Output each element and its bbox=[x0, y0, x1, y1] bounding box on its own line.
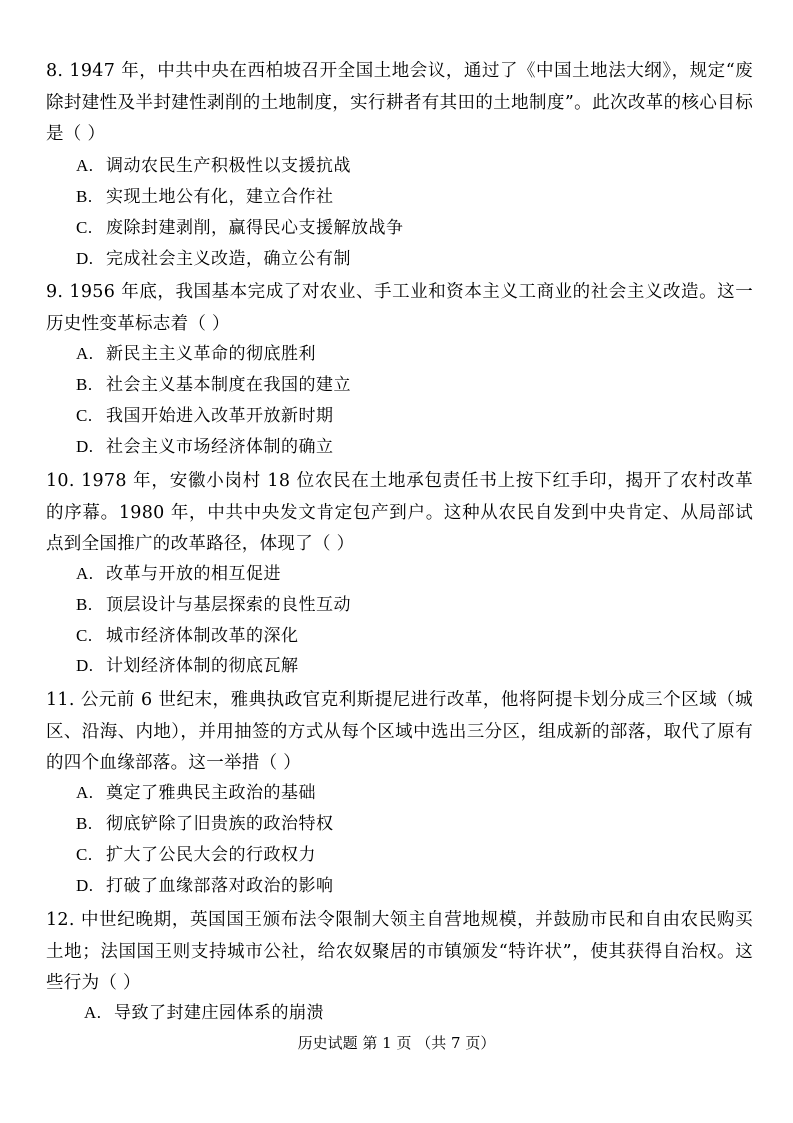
question-12-stem: 12. 中世纪晚期，英国国王颁布法令限制大领主自营地规模，并鼓励市民和自由农民购买土地；法国国王则支持城市公社，给农奴聚居的市镇颁发“特许状”，使其获得自治权。这些行为（ ） bbox=[46, 910, 753, 993]
option-text: 调动农民生产积极性以支援抗战 bbox=[106, 156, 351, 176]
question-11-stem: 11. 公元前 6 世纪末，雅典执政官克利斯提尼进行改革，他将阿提卡划分成三个区域（城区、沿海、内地），并用抽签的方式从每个区域中选出三分区，组成新的部落，取代了原有的四个血缘部落。这一举措（ ） bbox=[46, 690, 753, 773]
option-text: 废除封建剥削，赢得民心支援解放战争 bbox=[106, 218, 404, 238]
option-text: 改革与开放的相互促进 bbox=[106, 564, 281, 584]
question-10-stem: 10. 1978 年，安徽小岗村 18 位农民在土地承包责任书上按下红手印，揭开了农村改革的序幕。1980 年，中共中央发文肯定包产到户。这种从农民自发到中央肯定、从局部试点到全国推广的改革路径，体现了（ ） bbox=[46, 471, 753, 554]
option-letter: D. bbox=[76, 437, 94, 456]
option-text: 奠定了雅典民主政治的基础 bbox=[106, 783, 316, 803]
question-11-option-a bbox=[76, 782, 316, 804]
option-letter: B. bbox=[76, 187, 93, 206]
option-letter: A. bbox=[76, 344, 94, 363]
question-8-option-a bbox=[76, 155, 351, 177]
option-letter: C. bbox=[76, 626, 93, 645]
option-letter: D. bbox=[76, 249, 94, 268]
option-letter: A. bbox=[76, 564, 94, 583]
question-10-option-d bbox=[76, 655, 299, 677]
question-11-option-b bbox=[76, 813, 334, 835]
option-letter: C. bbox=[76, 218, 93, 237]
option-text: 顶层设计与基层探索的良性互动 bbox=[106, 595, 351, 615]
question-8-stem: 8. 1947 年，中共中央在西柏坡召开全国土地会议，通过了《中国土地法大纲》，规定“废除封建性及半封建性剥削的土地制度，实行耕者有其田的土地制度”。此次改革的核心目标是（ ） bbox=[46, 61, 753, 144]
question-9-option-b bbox=[76, 374, 351, 396]
question-11-option-d bbox=[76, 875, 334, 897]
option-letter: A. bbox=[76, 783, 94, 802]
question-8-option-c bbox=[76, 217, 404, 239]
option-text: 实现土地公有化，建立合作社 bbox=[106, 187, 334, 207]
option-text: 社会主义基本制度在我国的建立 bbox=[106, 375, 351, 395]
option-text: 社会主义市场经济体制的确立 bbox=[106, 437, 334, 457]
question-9-option-c bbox=[76, 405, 334, 427]
option-letter: B. bbox=[76, 595, 93, 614]
question-10-option-a bbox=[76, 563, 281, 585]
option-letter: A. bbox=[84, 1003, 102, 1022]
question-9-stem: 9. 1956 年底，我国基本完成了对农业、手工业和资本主义工商业的社会主义改造。这一历史性变革标志着（ ） bbox=[46, 282, 753, 334]
option-letter: D. bbox=[76, 876, 94, 895]
option-text: 打破了血缘部落对政治的影响 bbox=[106, 876, 334, 896]
question-9-option-d bbox=[76, 436, 334, 458]
option-text: 扩大了公民大会的行政权力 bbox=[106, 845, 316, 865]
option-text: 完成社会主义改造，确立公有制 bbox=[106, 249, 351, 269]
option-text: 彻底铲除了旧贵族的政治特权 bbox=[106, 814, 334, 834]
option-letter: A. bbox=[76, 156, 94, 175]
option-letter: B. bbox=[76, 814, 93, 833]
option-text: 导致了封建庄园体系的崩溃 bbox=[114, 1003, 324, 1023]
question-9-option-a bbox=[76, 343, 316, 365]
page-footer: 历史试题 第 1 页 （共 7 页） bbox=[297, 1034, 496, 1052]
option-text: 计划经济体制的彻底瓦解 bbox=[106, 656, 299, 676]
option-letter: B. bbox=[76, 375, 93, 394]
question-12-option-a bbox=[84, 1002, 324, 1024]
question-11-option-c bbox=[76, 844, 316, 866]
option-letter: C. bbox=[76, 845, 93, 864]
option-text: 我国开始进入改革开放新时期 bbox=[106, 406, 334, 426]
question-10-option-c bbox=[76, 625, 299, 647]
option-letter: C. bbox=[76, 406, 93, 425]
option-text: 城市经济体制改革的深化 bbox=[106, 626, 299, 646]
question-10-option-b bbox=[76, 594, 351, 616]
question-8-option-d bbox=[76, 248, 351, 270]
question-8-option-b bbox=[76, 186, 334, 208]
option-text: 新民主主义革命的彻底胜利 bbox=[106, 344, 316, 364]
option-letter: D. bbox=[76, 656, 94, 675]
